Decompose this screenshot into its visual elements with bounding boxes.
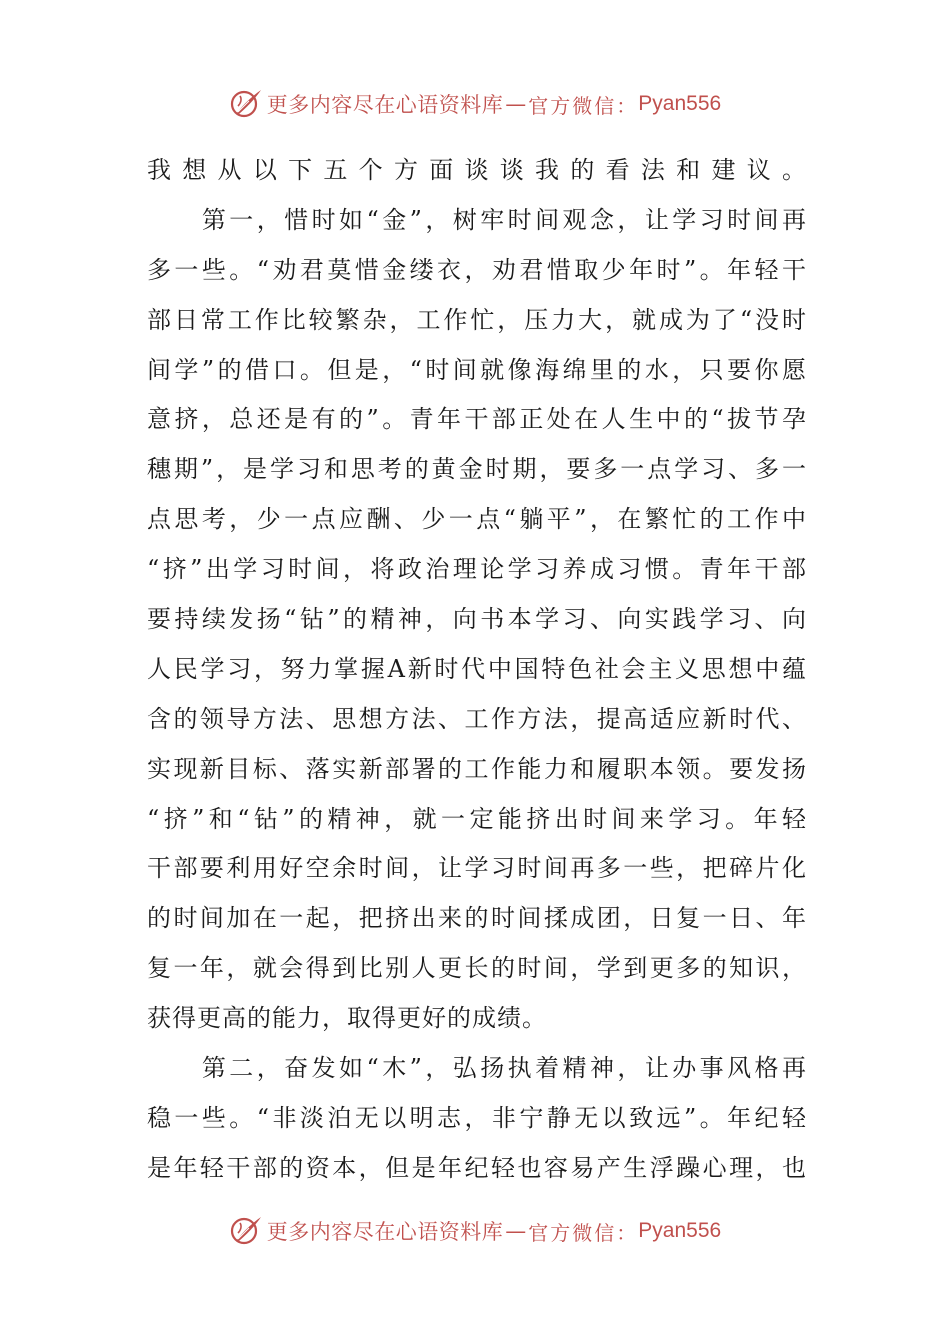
body-line: 部日常工作比较繁杂，工作忙，压力大，就成为了“没时 (147, 305, 807, 334)
banner-wechat-label: 官方微信： (528, 93, 639, 118)
body-line: “挤”和“钻”的精神，就一定能挤出时间来学习。年轻 (147, 804, 807, 833)
banner-wechat-id: Pyan556 (638, 1219, 722, 1242)
banner-slogan: 更多内容尽在心语资料库 (266, 1220, 504, 1244)
quill-logo-icon (229, 87, 263, 121)
quill-logo-icon (229, 1214, 263, 1248)
body-line: 意挤，总还是有的”。青年干部正处在人生中的“拔节孕 (147, 405, 807, 434)
banner-separator: — (505, 1219, 527, 1243)
body-line: 实现新目标、落实新部署的工作能力和履职本领。要发扬 (147, 754, 807, 783)
body-line: 我想从以下五个方面谈谈我的看法和建议。 (147, 156, 807, 184)
banner-wechat-label: 官方微信： (528, 1220, 639, 1245)
footer-banner (0, 1211, 950, 1251)
body-line: 复一年，就会得到比别人更长的时间，学到更多的知识， (147, 954, 807, 983)
body-line: 第一，惜时如“金”，树牢时间观念，让学习时间再 (147, 205, 807, 234)
body-line: 点思考，少一点应酬、少一点“躺平”，在繁忙的工作中 (147, 505, 807, 534)
body-line: 的时间加在一起，把挤出来的时间揉成团，日复一日、年 (147, 904, 807, 933)
body-line: 含的领导方法、思想方法、工作方法，提高适应新时代、 (147, 704, 807, 733)
body-line: 稳一些。“非淡泊无以明志，非宁静无以致远”。年纪轻 (147, 1103, 807, 1132)
banner-separator: — (505, 92, 527, 116)
body-line: 获得更高的能力，取得更好的成绩。 (147, 1004, 547, 1033)
banner-slogan: 更多内容尽在心语资料库 (266, 93, 504, 117)
body-line: 多一些。“劝君莫惜金缕衣，劝君惜取少年时”。年轻干 (147, 255, 807, 284)
body-line: “挤”出学习时间，将政治理论学习养成习惯。青年干部 (147, 555, 807, 584)
body-line: 第二，奋发如“木”，弘扬执着精神，让办事风格再 (147, 1054, 807, 1083)
body-line: 是年轻干部的资本，但是年纪轻也容易产生浮躁心理，也 (147, 1153, 807, 1182)
banner-wechat-id: Pyan556 (638, 92, 722, 115)
body-line: 穗期”，是学习和思考的黄金时期，要多一点学习、多一 (147, 455, 807, 484)
body-line: 间学”的借口。但是，“时间就像海绵里的水，只要你愿 (147, 355, 807, 384)
header-banner (0, 84, 950, 124)
body-line: 干部要利用好空余时间，让学习时间再多一些，把碎片化 (147, 854, 807, 883)
body-line: 人民学习，努力掌握A新时代中国特色社会主义思想中蕴 (147, 654, 807, 683)
body-line: 要持续发扬“钻”的精神，向书本学习、向实践学习、向 (147, 605, 807, 634)
document-body (147, 146, 807, 1194)
